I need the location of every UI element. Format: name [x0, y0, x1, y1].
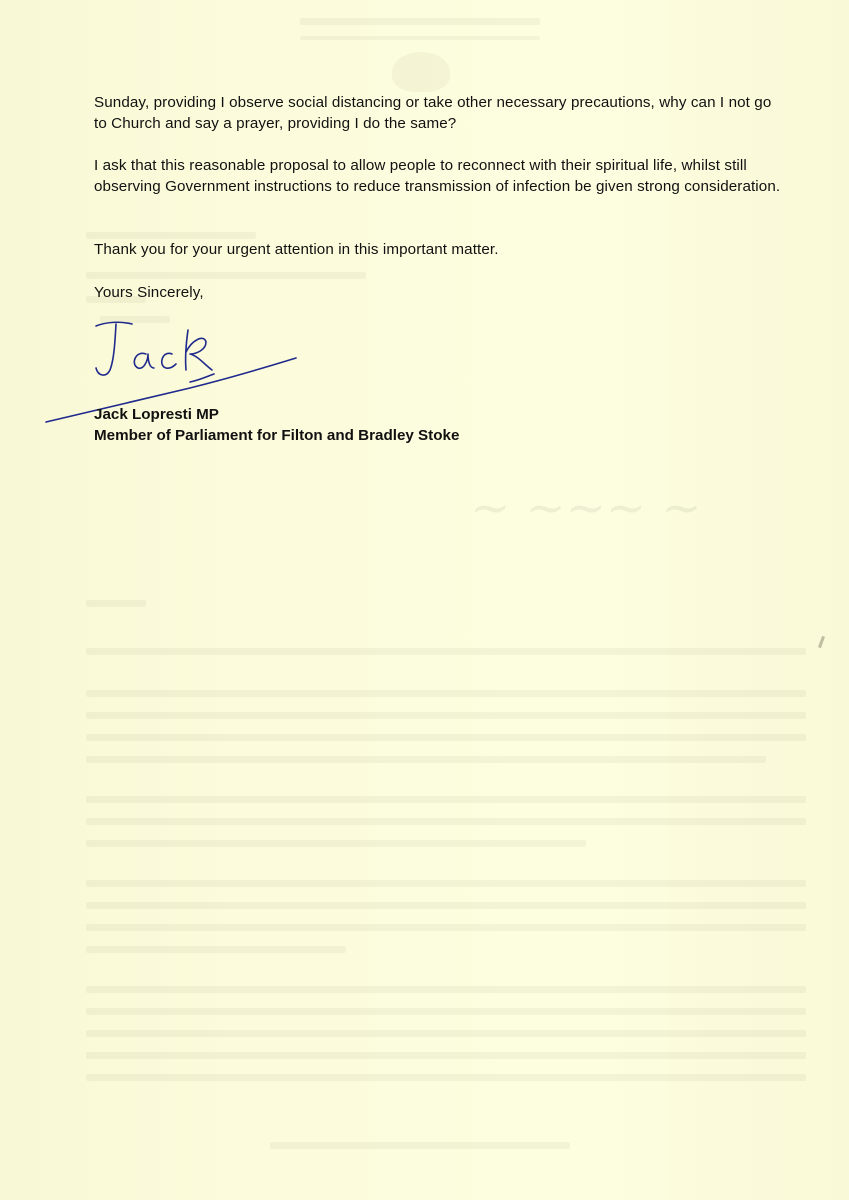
letter-paragraph: I ask that this reasonable proposal to allow people to reconnect with their spiritual life, whilst still observing Government instructions to reduce transmission of infection be given strong consideration. — [94, 157, 781, 195]
letter-paragraph: Sunday, providing I observe social distancing or take other necessary precautions, why can I not go to Church and say a prayer, providing I do the same? — [94, 94, 772, 132]
bleed-through-line — [86, 712, 806, 719]
bleed-through-line — [86, 1074, 806, 1081]
bleed-through-line — [86, 840, 586, 847]
bleed-through-line — [86, 690, 806, 697]
letter-closing: Yours Sincerely, — [94, 284, 204, 301]
bleed-through-line — [86, 272, 366, 279]
letter-paragraph: Thank you for your urgent attention in this important matter. — [94, 241, 499, 258]
signatory-title: Member of Parliament for Filton and Bradley Stoke — [94, 427, 460, 444]
bleed-through-line — [270, 1142, 570, 1149]
bleed-through-line — [300, 36, 540, 40]
bleed-through-line — [86, 818, 806, 825]
bleed-through-crest — [392, 52, 450, 92]
bleed-through-signature: ~ ~~~ ~ — [470, 480, 702, 536]
bleed-through-line — [300, 18, 540, 25]
bleed-through-line — [86, 946, 346, 953]
bleed-through-line — [86, 232, 256, 239]
bleed-through-line — [86, 600, 146, 607]
bleed-through-line — [86, 756, 766, 763]
bleed-through-line — [86, 1008, 806, 1015]
bleed-through-line — [86, 880, 806, 887]
bleed-through-line — [86, 648, 806, 655]
signatory-name: Jack Lopresti MP — [94, 406, 219, 423]
bleed-through-line — [86, 902, 806, 909]
bleed-through-line — [86, 1030, 806, 1037]
bleed-through-line — [86, 796, 806, 803]
bleed-through-line — [86, 986, 806, 993]
bleed-through-line — [86, 1052, 806, 1059]
scan-mark — [818, 636, 825, 648]
bleed-through-line — [86, 734, 806, 741]
bleed-through-line — [86, 924, 806, 931]
